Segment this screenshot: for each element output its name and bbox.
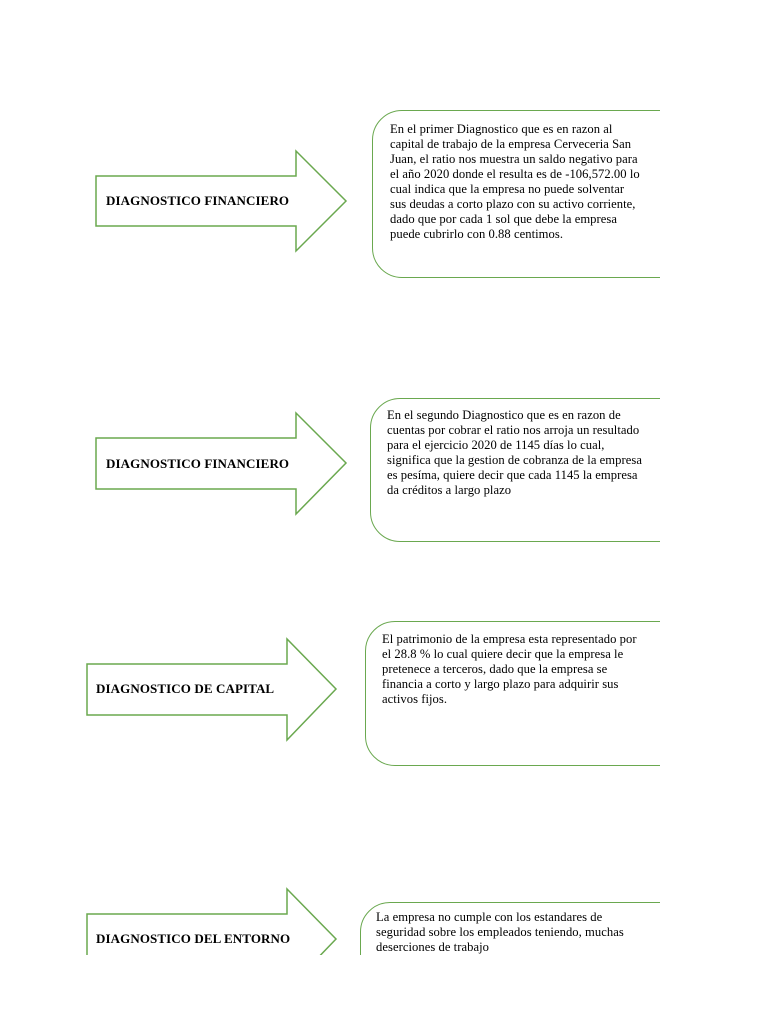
diagnostic-note-text: En el segundo Diagnostico que es en razon de cuentas por cobrar el ratio nos arroja un resultado para el ejercicio 2020 de 1145 días lo cual, significa que la gestion de cobranza de la empresa es pesíma, quiere decir que cada 1145 la empresa da créditos a largo plazo [387, 408, 642, 497]
diagnostic-label: DIAGNOSTICO FINANCIERO [106, 456, 290, 471]
diagnostic-label: DIAGNOSTICO DE CAPITAL [96, 681, 275, 696]
diagnostic-note-text: En el primer Diagnostico que es en razon al capital de trabajo de la empresa Cerveceria San Juan, el ratio nos muestra un saldo negativo para el año 2020 donde el resulta es de -106,572.00 lo cual indica que la empresa no puede solventar sus deudas a corto plazo con su activo corriente, dado que por cada 1 sol que debe la empresa puede cubrirlo con 0.88 centimos. [390, 122, 640, 241]
diagnostic-label: DIAGNOSTICO DEL ENTORNO [96, 931, 291, 946]
diagnostic-label: DIAGNOSTICO FINANCIERO [106, 193, 290, 208]
diagnostic-note-text: La empresa no cumple con los estandares de seguridad sobre los empleados teniendo, muchas deserciones de trabajo [376, 910, 624, 954]
diagnostic-note-text: El patrimonio de la empresa esta representado por el 28.8 % lo cual quiere decir que la empresa le pretenece a terceros, dado que la empresa se financia a corto y largo plazo para adquirir sus activos fijos. [382, 632, 637, 706]
